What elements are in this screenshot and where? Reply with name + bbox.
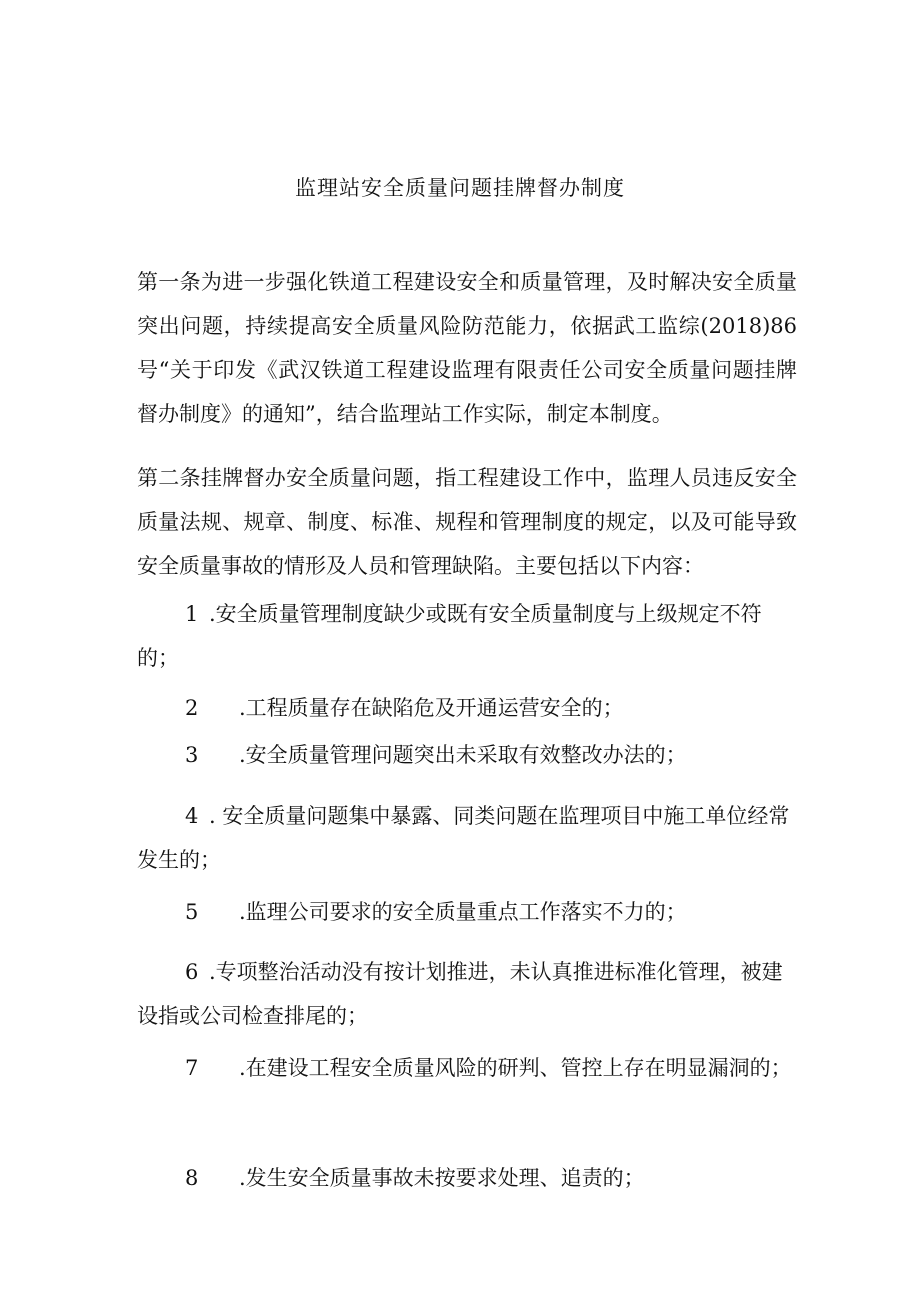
list-item-text: . 安全质量问题集中暴露、同类问题在监理项目中施工单位经常发生的；: [137, 804, 790, 872]
list-item-text: .监理公司要求的安全质量重点工作落实不力的；: [239, 900, 687, 924]
list-item: [137, 592, 797, 680]
list-item-text: .专项整治活动没有按计划推进，未认真推进标准化管理，被建设指或公司检查排尾的；: [137, 960, 783, 1028]
document-title: 监理站安全质量问题挂牌督办制度: [295, 176, 625, 200]
list-item: [137, 890, 797, 934]
list-item-text: .安全质量管理问题突出未采取有效整改办法的；: [239, 743, 687, 767]
list-item-number: 2: [185, 696, 199, 720]
list-item: [137, 794, 797, 882]
list-item: [137, 733, 797, 777]
list-item-number: 6: [185, 960, 199, 984]
list-item: [137, 686, 797, 730]
list-item-text: .发生安全质量事故未按要求处理、追责的；: [239, 1166, 645, 1190]
list-item-number: 1: [185, 602, 199, 626]
list-item: [137, 950, 797, 1038]
list-item-number: 7: [185, 1056, 199, 1080]
list-item: [137, 1046, 797, 1090]
list-item-text: .在建设工程安全质量风险的研判、管控上存在明显漏洞的；: [239, 1056, 792, 1080]
article-1-paragraph: 第一条为进一步强化铁道工程建设安全和质量管理，及时解决安全质量突出问题，持续提高安全质量风险防范能力，依据武工监综(2018)86号“关于印发《武汉铁道工程建设监理有限责任公司安全质量问题挂牌督办制度》的通知”，结合监理站工作实际，制定本制度。: [137, 270, 797, 426]
list-item-number: 5: [185, 900, 199, 924]
list-item: [137, 1156, 797, 1200]
list-item-text: .安全质量管理制度缺少或既有安全质量制度与上级规定不符的；: [137, 602, 762, 670]
list-item-number: 3: [185, 743, 199, 767]
list-item-number: 4: [185, 804, 199, 828]
list-item-number: 8: [185, 1166, 199, 1190]
article-2-paragraph: 第二条挂牌督办安全质量问题，指工程建设工作中，监理人员违反安全质量法规、规章、制度、标准、规程和管理制度的规定，以及可能导致安全质量事故的情形及人员和管理缺陷。主要包括以下内容：: [137, 466, 797, 578]
list-item-text: .工程质量存在缺陷危及开通运营安全的；: [239, 696, 624, 720]
